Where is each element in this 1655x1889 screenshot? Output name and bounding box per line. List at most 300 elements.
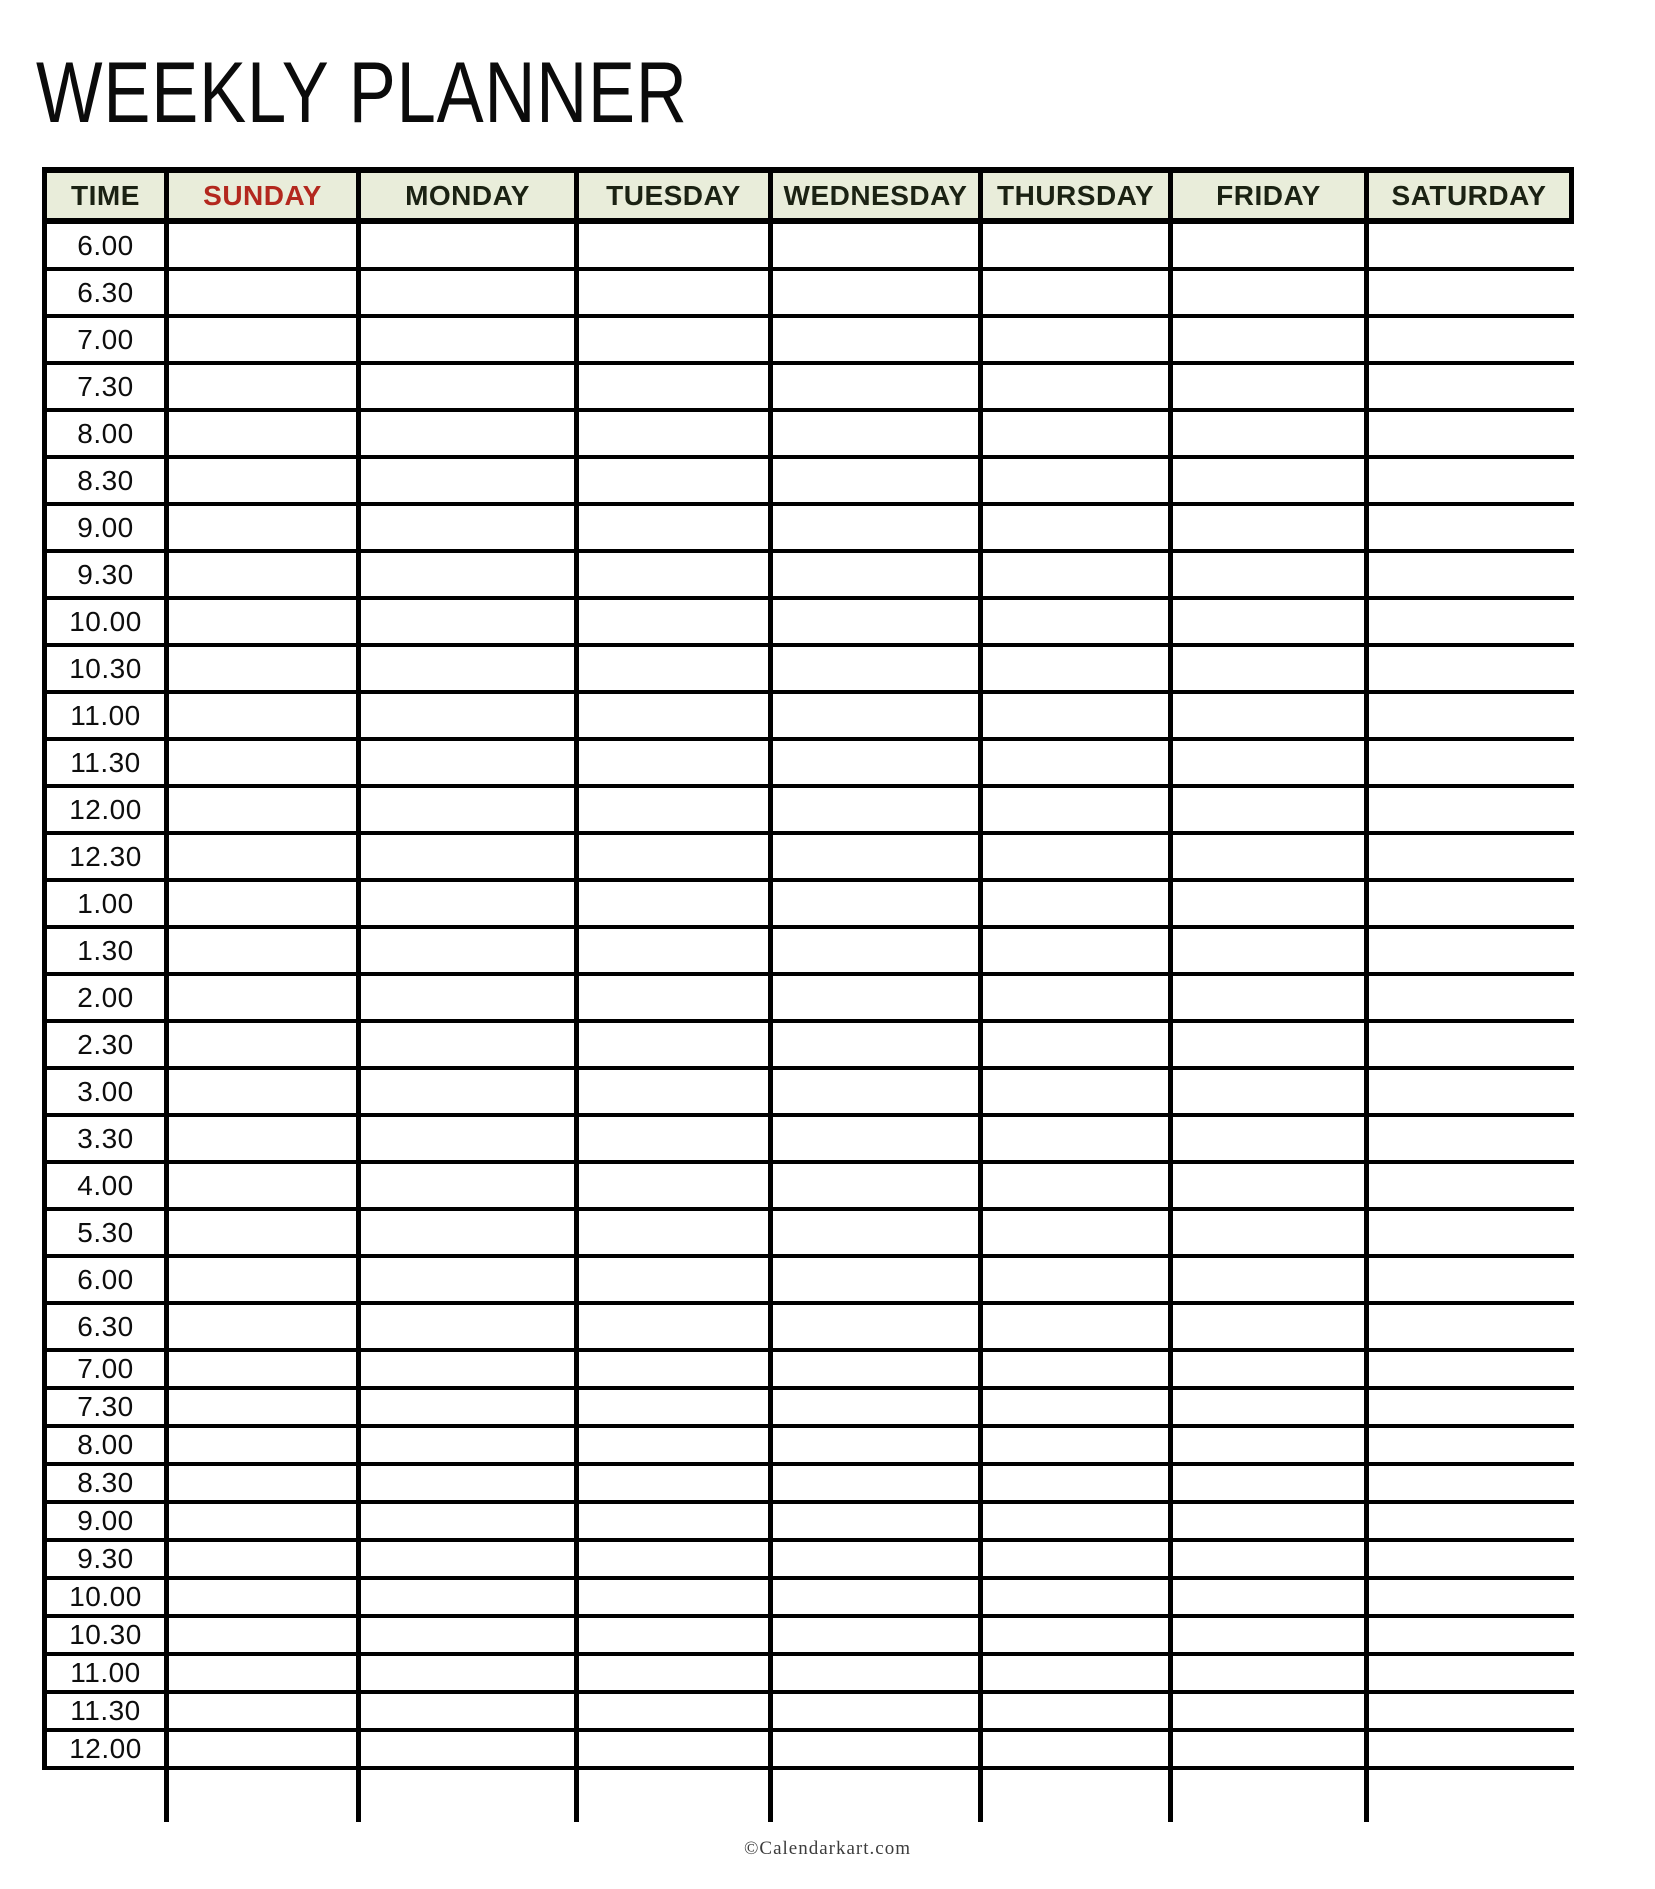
planner-row [42,1542,1574,1580]
schedule-cell-friday [1168,1211,1364,1258]
planner-row [42,1580,1574,1618]
planner-row [42,1352,1574,1390]
schedule-cell-tuesday [574,1390,768,1428]
schedule-cell-wednesday [768,1732,978,1770]
schedule-cell-monday [356,1466,574,1504]
time-label: 10.00 [42,600,164,647]
schedule-cell-friday [1168,365,1364,412]
time-label: 6.30 [42,271,164,318]
schedule-cell-friday [1168,1428,1364,1466]
schedule-cell-thursday [978,1352,1168,1390]
schedule-cell-tuesday [574,271,768,318]
time-label: 8.30 [42,1466,164,1504]
schedule-cell-sunday [164,1428,356,1466]
schedule-cell-tuesday [574,506,768,553]
schedule-cell-saturday [1364,271,1574,318]
schedule-cell-thursday [978,553,1168,600]
schedule-cell-monday [356,271,574,318]
schedule-cell-sunday [164,1542,356,1580]
schedule-cell-sunday [164,553,356,600]
schedule-cell-thursday [978,1504,1168,1542]
schedule-cell-wednesday [768,1164,978,1211]
schedule-cell-wednesday [768,788,978,835]
schedule-cell-thursday [978,600,1168,647]
schedule-cell-friday [1168,976,1364,1023]
schedule-cell-sunday [164,1211,356,1258]
schedule-cell-monday [356,1117,574,1164]
schedule-cell-sunday [164,318,356,365]
time-label: 7.30 [42,365,164,412]
planner-row [42,271,1574,318]
schedule-cell-monday [356,224,574,271]
schedule-cell-tuesday [574,459,768,506]
schedule-cell-monday [356,365,574,412]
schedule-cell-thursday [978,1542,1168,1580]
planner-row [42,1117,1574,1164]
schedule-cell-tuesday [574,976,768,1023]
schedule-cell-wednesday [768,1466,978,1504]
schedule-cell-tuesday [574,1542,768,1580]
schedule-cell-friday [1168,929,1364,976]
tail-cell [574,1770,768,1822]
time-label: 3.30 [42,1117,164,1164]
time-label: 10.30 [42,1618,164,1656]
column-header-friday: FRIDAY [1168,167,1364,224]
schedule-cell-monday [356,1504,574,1542]
schedule-cell-thursday [978,647,1168,694]
tail-time-cell [42,1770,164,1822]
time-label: 5.30 [42,1211,164,1258]
schedule-cell-thursday [978,929,1168,976]
schedule-cell-saturday [1364,600,1574,647]
schedule-cell-sunday [164,1580,356,1618]
tail-cell [164,1770,356,1822]
schedule-cell-sunday [164,412,356,459]
schedule-cell-monday [356,976,574,1023]
time-label: 10.30 [42,647,164,694]
schedule-cell-thursday [978,1466,1168,1504]
tail-cell [356,1770,574,1822]
schedule-cell-sunday [164,1732,356,1770]
schedule-cell-monday [356,412,574,459]
schedule-cell-tuesday [574,1258,768,1305]
planner-row [42,365,1574,412]
schedule-cell-monday [356,553,574,600]
time-label: 12.00 [42,1732,164,1770]
column-header-thursday: THURSDAY [978,167,1168,224]
schedule-cell-wednesday [768,600,978,647]
schedule-cell-thursday [978,694,1168,741]
schedule-cell-saturday [1364,835,1574,882]
schedule-cell-monday [356,1211,574,1258]
schedule-cell-sunday [164,1164,356,1211]
schedule-cell-wednesday [768,1305,978,1352]
schedule-cell-tuesday [574,1618,768,1656]
schedule-cell-wednesday [768,459,978,506]
schedule-cell-monday [356,1258,574,1305]
planner-row [42,835,1574,882]
schedule-cell-monday [356,835,574,882]
schedule-cell-tuesday [574,1117,768,1164]
schedule-cell-friday [1168,694,1364,741]
planner-row [42,1732,1574,1770]
schedule-cell-thursday [978,459,1168,506]
schedule-cell-monday [356,929,574,976]
schedule-cell-wednesday [768,1352,978,1390]
schedule-cell-friday [1168,1618,1364,1656]
schedule-cell-saturday [1364,1164,1574,1211]
schedule-cell-monday [356,694,574,741]
time-label: 12.00 [42,788,164,835]
schedule-cell-sunday [164,1352,356,1390]
schedule-cell-saturday [1364,647,1574,694]
schedule-cell-friday [1168,1466,1364,1504]
schedule-cell-friday [1168,882,1364,929]
schedule-cell-wednesday [768,318,978,365]
schedule-cell-thursday [978,318,1168,365]
schedule-cell-thursday [978,412,1168,459]
schedule-cell-sunday [164,1504,356,1542]
column-header-saturday: SATURDAY [1364,167,1574,224]
schedule-cell-saturday [1364,459,1574,506]
schedule-cell-saturday [1364,553,1574,600]
schedule-cell-thursday [978,365,1168,412]
schedule-cell-monday [356,506,574,553]
schedule-cell-thursday [978,835,1168,882]
schedule-cell-wednesday [768,1428,978,1466]
schedule-cell-saturday [1364,412,1574,459]
schedule-cell-wednesday [768,1618,978,1656]
schedule-cell-saturday [1364,1211,1574,1258]
schedule-cell-friday [1168,600,1364,647]
time-label: 2.30 [42,1023,164,1070]
schedule-cell-sunday [164,224,356,271]
schedule-cell-saturday [1364,224,1574,271]
column-header-sunday: SUNDAY [164,167,356,224]
planner-row [42,412,1574,459]
schedule-cell-sunday [164,1305,356,1352]
schedule-cell-tuesday [574,1428,768,1466]
schedule-cell-thursday [978,741,1168,788]
schedule-cell-sunday [164,365,356,412]
schedule-cell-saturday [1364,1023,1574,1070]
schedule-cell-sunday [164,929,356,976]
schedule-cell-monday [356,741,574,788]
schedule-cell-tuesday [574,929,768,976]
schedule-cell-monday [356,1542,574,1580]
time-label: 11.00 [42,694,164,741]
page-title: WEEKLY PLANNER [36,45,688,141]
tail-cell [1364,1770,1574,1822]
schedule-cell-tuesday [574,835,768,882]
planner-row [42,1211,1574,1258]
column-header-wednesday: WEDNESDAY [768,167,978,224]
time-label: 10.00 [42,1580,164,1618]
schedule-cell-saturday [1364,1504,1574,1542]
schedule-cell-wednesday [768,882,978,929]
schedule-cell-friday [1168,1352,1364,1390]
planner-row [42,1258,1574,1305]
schedule-cell-friday [1168,1258,1364,1305]
schedule-cell-wednesday [768,835,978,882]
footer-credit: ©Calendarkart.com [743,1838,911,1859]
schedule-cell-monday [356,1656,574,1694]
schedule-cell-wednesday [768,929,978,976]
schedule-cell-wednesday [768,1070,978,1117]
schedule-cell-saturday [1364,741,1574,788]
schedule-cell-tuesday [574,1070,768,1117]
schedule-cell-sunday [164,1390,356,1428]
schedule-cell-monday [356,1070,574,1117]
schedule-cell-tuesday [574,1023,768,1070]
schedule-cell-wednesday [768,1211,978,1258]
column-header-monday: MONDAY [356,167,574,224]
planner-row [42,1023,1574,1070]
schedule-cell-tuesday [574,1352,768,1390]
schedule-cell-friday [1168,553,1364,600]
schedule-cell-friday [1168,1390,1364,1428]
schedule-cell-wednesday [768,1023,978,1070]
schedule-cell-sunday [164,1258,356,1305]
schedule-cell-wednesday [768,1504,978,1542]
time-label: 9.30 [42,553,164,600]
schedule-cell-sunday [164,976,356,1023]
schedule-cell-friday [1168,1504,1364,1542]
schedule-cell-saturday [1364,976,1574,1023]
schedule-cell-monday [356,600,574,647]
schedule-cell-saturday [1364,788,1574,835]
schedule-cell-monday [356,459,574,506]
schedule-cell-tuesday [574,1164,768,1211]
schedule-cell-sunday [164,882,356,929]
schedule-cell-thursday [978,976,1168,1023]
time-label: 9.30 [42,1542,164,1580]
schedule-cell-wednesday [768,271,978,318]
schedule-cell-tuesday [574,412,768,459]
schedule-cell-friday [1168,1656,1364,1694]
schedule-cell-wednesday [768,412,978,459]
schedule-cell-monday [356,1580,574,1618]
schedule-cell-tuesday [574,600,768,647]
planner-row [42,1164,1574,1211]
schedule-cell-wednesday [768,1694,978,1732]
schedule-cell-friday [1168,1070,1364,1117]
schedule-cell-thursday [978,1117,1168,1164]
planner-row [42,1618,1574,1656]
schedule-cell-wednesday [768,1580,978,1618]
schedule-cell-thursday [978,1305,1168,1352]
schedule-cell-wednesday [768,1258,978,1305]
schedule-cell-monday [356,788,574,835]
schedule-cell-sunday [164,1656,356,1694]
schedule-cell-sunday [164,1618,356,1656]
schedule-cell-tuesday [574,1305,768,1352]
schedule-cell-tuesday [574,694,768,741]
schedule-cell-saturday [1364,318,1574,365]
schedule-cell-thursday [978,882,1168,929]
schedule-cell-tuesday [574,1656,768,1694]
schedule-cell-tuesday [574,1211,768,1258]
planner-row [42,459,1574,506]
schedule-cell-friday [1168,224,1364,271]
planner-row [42,1070,1574,1117]
schedule-cell-thursday [978,1070,1168,1117]
time-label: 9.00 [42,506,164,553]
planner-row [42,929,1574,976]
schedule-cell-friday [1168,835,1364,882]
tail-cell [978,1770,1168,1822]
schedule-cell-friday [1168,1694,1364,1732]
schedule-cell-friday [1168,459,1364,506]
schedule-cell-sunday [164,271,356,318]
schedule-cell-wednesday [768,647,978,694]
time-label: 6.00 [42,224,164,271]
schedule-cell-thursday [978,1390,1168,1428]
time-label: 12.30 [42,835,164,882]
schedule-cell-sunday [164,647,356,694]
time-label: 11.00 [42,1656,164,1694]
planner-body [42,224,1574,1822]
time-label: 7.00 [42,318,164,365]
schedule-cell-thursday [978,1580,1168,1618]
schedule-cell-sunday [164,1023,356,1070]
time-label: 7.00 [42,1352,164,1390]
schedule-cell-tuesday [574,318,768,365]
schedule-cell-tuesday [574,647,768,694]
schedule-cell-wednesday [768,1390,978,1428]
schedule-cell-thursday [978,271,1168,318]
schedule-cell-saturday [1364,1117,1574,1164]
planner-row [42,553,1574,600]
tail-cell [768,1770,978,1822]
schedule-cell-sunday [164,1694,356,1732]
schedule-cell-thursday [978,1258,1168,1305]
column-header-tuesday: TUESDAY [574,167,768,224]
schedule-cell-monday [356,882,574,929]
schedule-cell-friday [1168,1542,1364,1580]
schedule-cell-friday [1168,788,1364,835]
schedule-cell-sunday [164,741,356,788]
schedule-cell-saturday [1364,1305,1574,1352]
schedule-cell-friday [1168,647,1364,694]
time-label: 11.30 [42,741,164,788]
schedule-cell-saturday [1364,365,1574,412]
column-header-time: TIME [42,167,164,224]
schedule-cell-thursday [978,1164,1168,1211]
schedule-cell-wednesday [768,976,978,1023]
schedule-cell-monday [356,647,574,694]
schedule-cell-monday [356,1390,574,1428]
schedule-cell-sunday [164,459,356,506]
planner-row [42,976,1574,1023]
planner-row [42,1504,1574,1542]
planner-row [42,318,1574,365]
schedule-cell-friday [1168,1305,1364,1352]
tail-cell [1168,1770,1364,1822]
schedule-cell-friday [1168,1023,1364,1070]
schedule-cell-saturday [1364,1618,1574,1656]
schedule-cell-thursday [978,1428,1168,1466]
schedule-cell-monday [356,1618,574,1656]
schedule-cell-monday [356,1732,574,1770]
time-label: 1.30 [42,929,164,976]
schedule-cell-friday [1168,1164,1364,1211]
schedule-cell-monday [356,1164,574,1211]
time-label: 8.00 [42,1428,164,1466]
schedule-cell-sunday [164,1070,356,1117]
schedule-cell-monday [356,1305,574,1352]
schedule-cell-thursday [978,1694,1168,1732]
time-label: 7.30 [42,1390,164,1428]
planner-row [42,1656,1574,1694]
schedule-cell-wednesday [768,365,978,412]
schedule-cell-friday [1168,271,1364,318]
schedule-cell-saturday [1364,1390,1574,1428]
schedule-cell-sunday [164,506,356,553]
planner-row [42,1428,1574,1466]
planner-row [42,882,1574,929]
schedule-cell-saturday [1364,882,1574,929]
schedule-cell-saturday [1364,1466,1574,1504]
schedule-cell-friday [1168,1117,1364,1164]
schedule-cell-sunday [164,1117,356,1164]
planner-row [42,506,1574,553]
planner-row [42,788,1574,835]
schedule-cell-wednesday [768,1117,978,1164]
schedule-cell-thursday [978,224,1168,271]
schedule-cell-saturday [1364,506,1574,553]
planner-row [42,1305,1574,1352]
schedule-cell-saturday [1364,694,1574,741]
schedule-cell-tuesday [574,1732,768,1770]
schedule-cell-saturday [1364,1694,1574,1732]
schedule-cell-monday [356,1694,574,1732]
schedule-cell-tuesday [574,788,768,835]
schedule-cell-wednesday [768,506,978,553]
time-label: 2.00 [42,976,164,1023]
schedule-cell-saturday [1364,1070,1574,1117]
schedule-cell-saturday [1364,1352,1574,1390]
time-label: 6.30 [42,1305,164,1352]
time-label: 9.00 [42,1504,164,1542]
time-label: 8.00 [42,412,164,459]
schedule-cell-friday [1168,412,1364,459]
schedule-cell-saturday [1364,1580,1574,1618]
schedule-cell-saturday [1364,929,1574,976]
schedule-cell-tuesday [574,1466,768,1504]
schedule-cell-wednesday [768,1542,978,1580]
planner-row [42,1466,1574,1504]
planner-row [42,600,1574,647]
schedule-cell-sunday [164,1466,356,1504]
time-label: 8.30 [42,459,164,506]
schedule-cell-wednesday [768,224,978,271]
schedule-cell-wednesday [768,694,978,741]
schedule-cell-sunday [164,788,356,835]
schedule-cell-tuesday [574,741,768,788]
planner-row [42,1390,1574,1428]
schedule-cell-sunday [164,600,356,647]
schedule-cell-tuesday [574,882,768,929]
planner-row [42,694,1574,741]
schedule-cell-thursday [978,506,1168,553]
schedule-cell-wednesday [768,553,978,600]
schedule-cell-friday [1168,318,1364,365]
weekly-planner-table [42,167,1574,1822]
schedule-cell-thursday [978,1211,1168,1258]
schedule-cell-sunday [164,694,356,741]
schedule-cell-tuesday [574,1580,768,1618]
